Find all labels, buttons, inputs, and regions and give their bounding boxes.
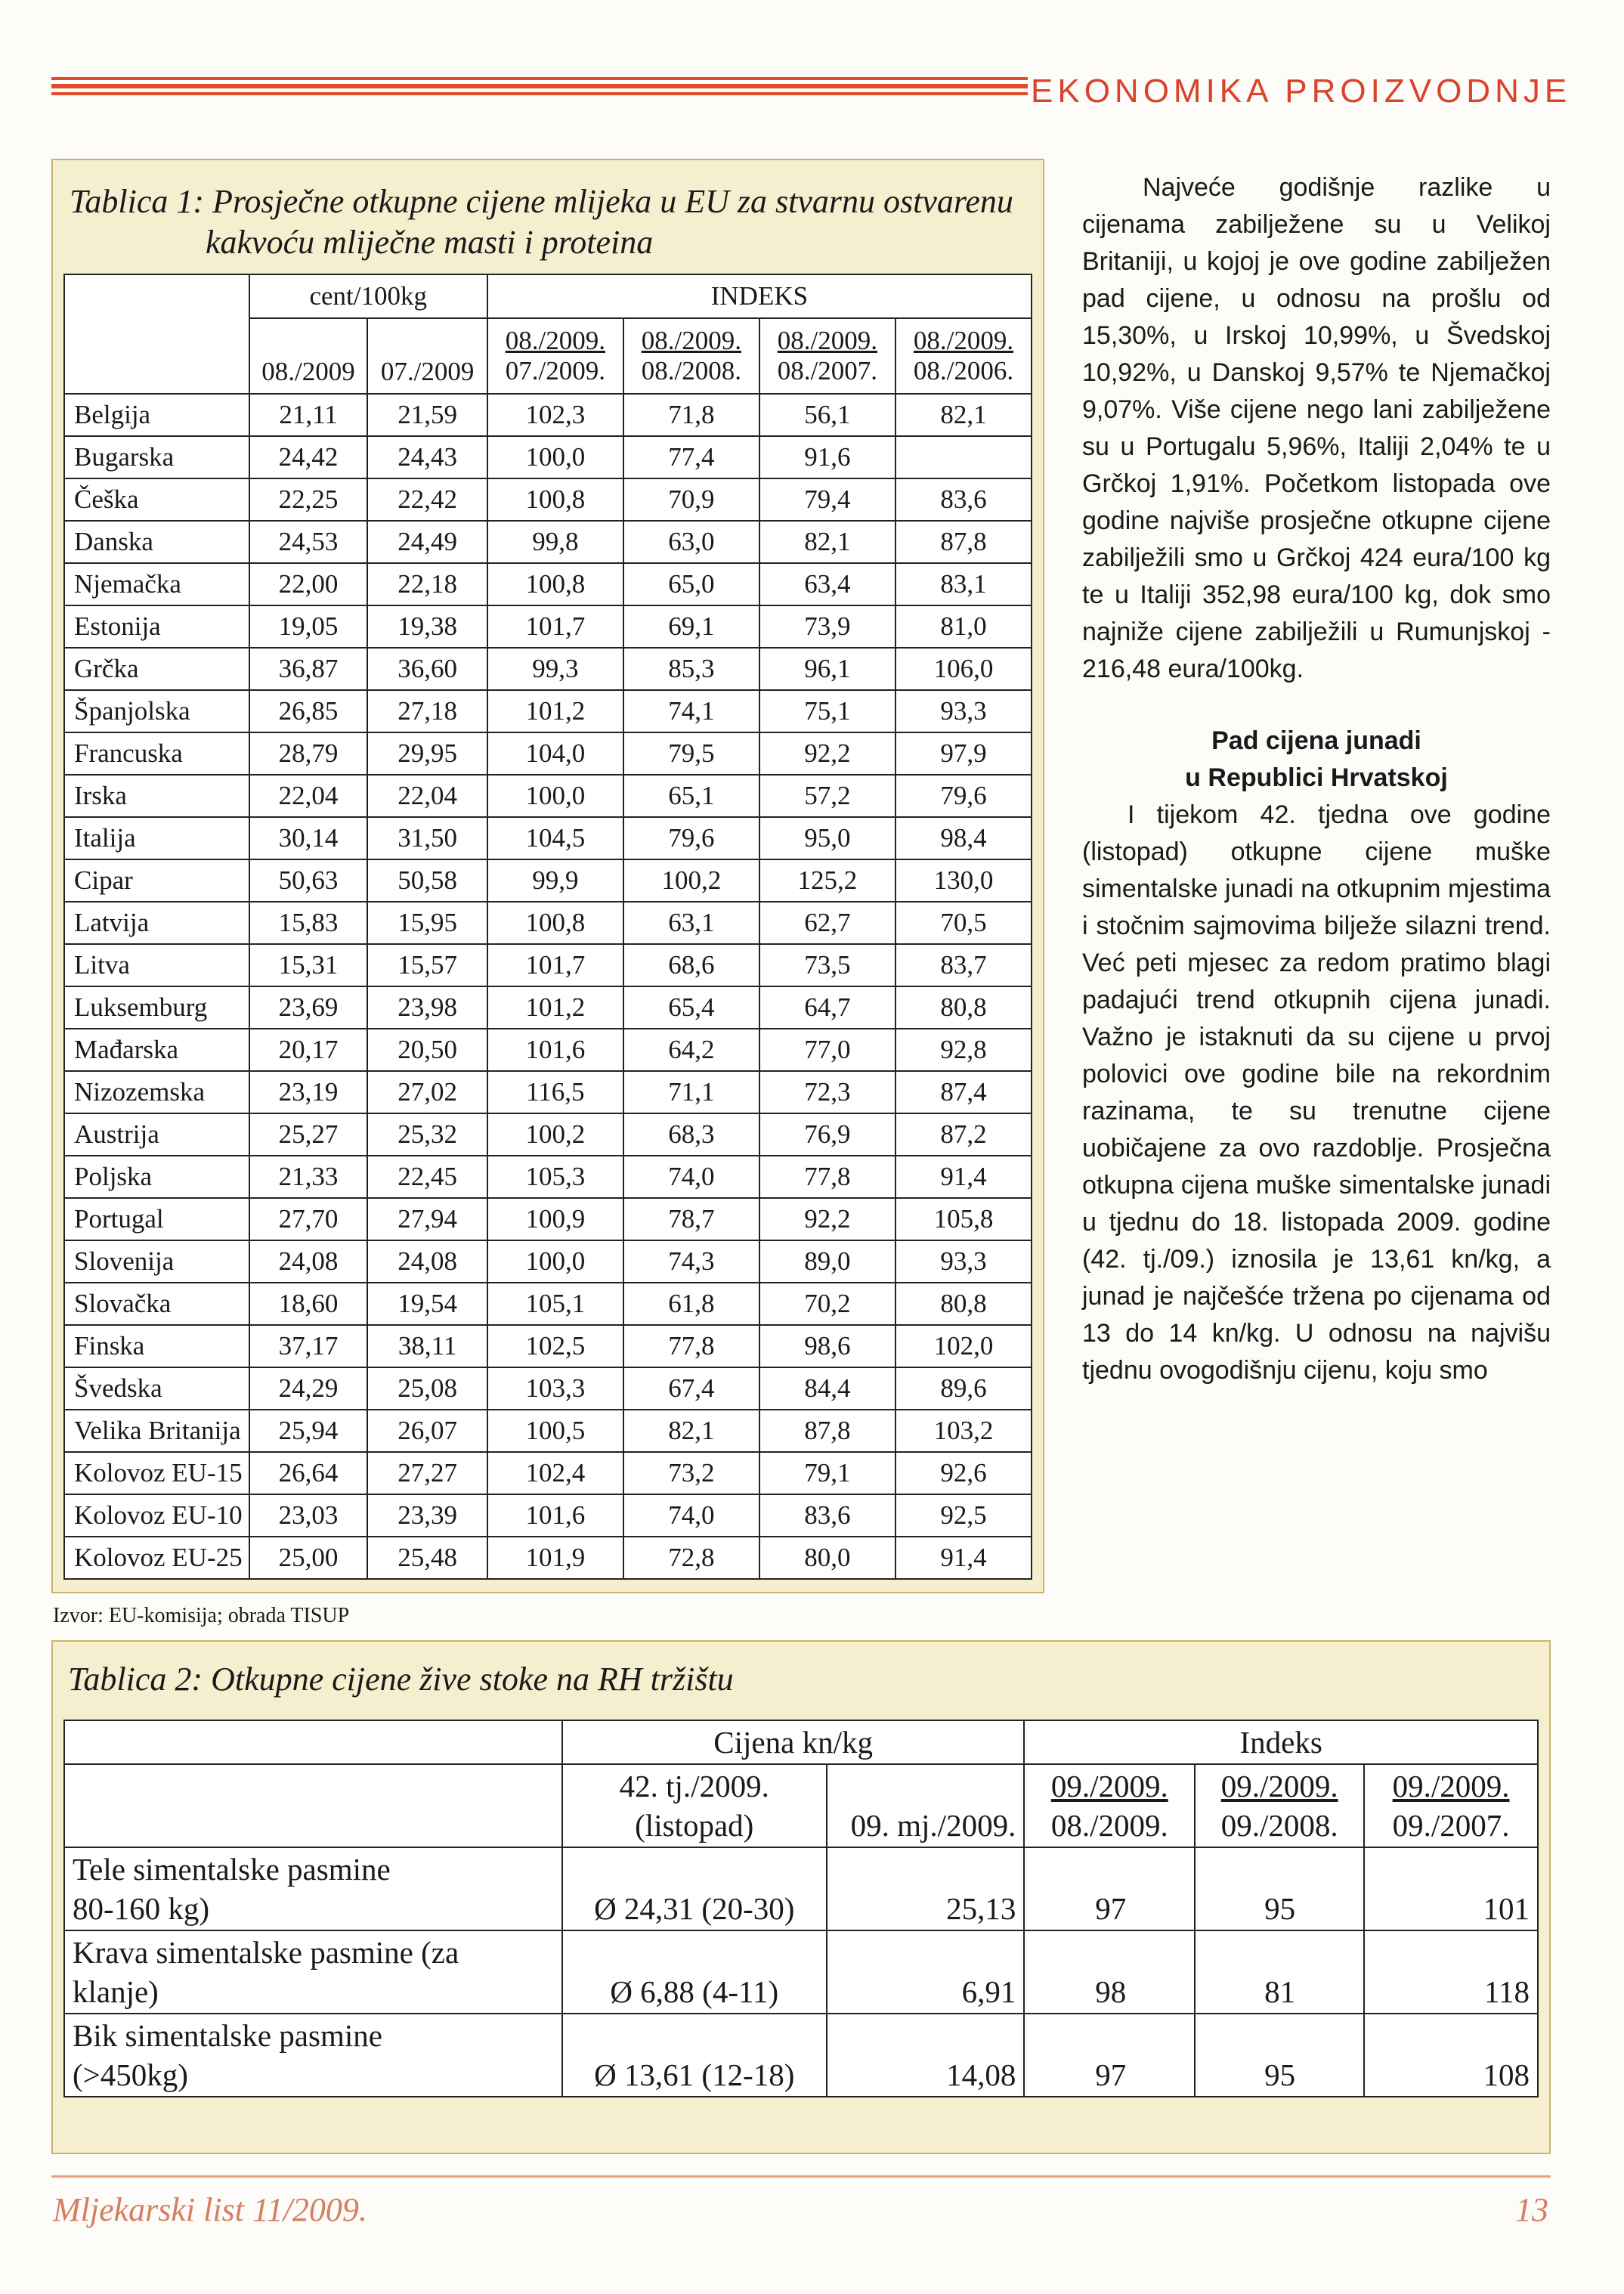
value-cell: 106,0 [896,648,1032,690]
article-paragraph: Najveće godišnje razlike u cijenama zabilježene su u Velikoj Britaniji, u kojoj je ove godine zabilježen pad cijene, u odnosu na prošlu od 15,30%, u Irskoj 10,99%, u Švedskoj 10,92%, u Danskoj 9,57% te Njemačkoj 9,07%. Više cijene nego lani zabilježene su u Portugalu 5,96%, Italiji 2,04% te u Grčkoj 1,91%. Početkom listopada ove godine najviše prosječne otkupne cijene zabilježili smo u Grčkoj 424 eura/100 kg te u Italiji 352,98 eura/100 kg, dok smo najniže cijene zabilježili u Rumunjskoj - 216,48 eura/100kg. [1082,173,1551,683]
value-cell: 101,2 [487,690,623,732]
col-head: 07./2009 [367,318,487,394]
value-cell: 105,8 [896,1198,1032,1240]
table1 [63,274,1032,1580]
header-rule [51,77,1028,99]
value-cell: 24,43 [367,436,487,478]
value-cell: 23,39 [367,1494,487,1537]
value-cell: 19,05 [249,605,368,648]
value-cell: 70,9 [623,478,759,521]
table-row [64,1029,1032,1071]
value-cell: 15,57 [367,944,487,986]
value-cell: 92,6 [896,1452,1032,1494]
col-head: 08./2009 [249,318,368,394]
value-cell: 26,85 [249,690,368,732]
table-row [64,1494,1032,1537]
value-cell: 27,94 [367,1198,487,1240]
col-head: 08./2009. 08./2006. [896,318,1032,394]
value-cell: 22,45 [367,1156,487,1198]
value-cell: 62,7 [759,902,896,944]
value-cell: 100,8 [487,902,623,944]
value-cell: 20,50 [367,1029,487,1071]
value-cell [896,436,1032,478]
value-cell: 31,50 [367,817,487,859]
journal-name: Mljekarski list 11/2009. [53,2191,367,2228]
value-cell: 20,17 [249,1029,368,1071]
table1-source: Izvor: EU-komisija; obrada TISUP [53,1604,350,1627]
value-cell: 99,3 [487,648,623,690]
value-cell: 27,70 [249,1198,368,1240]
value-cell: 26,07 [367,1410,487,1452]
table2 [63,1720,1539,2097]
table-row [64,690,1032,732]
value-cell: 25,13 [827,1847,1025,1930]
value-cell: 63,0 [623,521,759,563]
country-cell: Slovenija [64,1240,249,1283]
value-cell: 23,69 [249,986,368,1029]
value-cell: 70,5 [896,902,1032,944]
value-cell: 102,4 [487,1452,623,1494]
value-cell: 70,2 [759,1283,896,1325]
value-cell: 61,8 [623,1283,759,1325]
value-cell: 30,14 [249,817,368,859]
country-cell: Francuska [64,732,249,775]
value-cell: 36,60 [367,648,487,690]
table-row [64,2014,1538,2097]
value-cell: 92,2 [759,732,896,775]
value-cell: 21,11 [249,394,368,436]
table-row [64,1071,1032,1113]
value-cell: 87,2 [896,1113,1032,1156]
article-paragraph: I tijekom 42. tjedna ove godine (listopad) otkupne cijene muške simentalske junadi na otkupnim mjestima i stočnim sajmovima bilježe silazni trend. Već peti mjesec za redom pratimo blagi padajući trend otkupnih cijena junadi. Važno je istaknuti da su cijene u prvoj polovici ove godine bile na rekordnim razinama, te su trenutne cijene uobičajene za ovo razdoblje. Prosječna otkupna cijena muške simentalske junadi u tjednu do 18. listopada 2009. godine (42. tj./09.) iznosila je 13,61 kn/kg, a junad je najčešće tržena po cijenama od 13 do 14 kn/kg. U odnosu na najvišu tjednu ovogodišnju cijenu, koju smo [1082,800,1551,1385]
value-cell: 50,63 [249,859,368,902]
table-row [64,394,1032,436]
value-cell: 57,2 [759,775,896,817]
col-index: 09./2009. 08./2009. [1024,1764,1195,1847]
value-cell: 101,6 [487,1494,623,1537]
value-cell: 22,00 [249,563,368,605]
value-cell: 82,1 [759,521,896,563]
table-row [64,1156,1032,1198]
value-cell: 104,5 [487,817,623,859]
table1-body [64,394,1032,1579]
table2-body [64,1847,1538,2097]
value-cell: 89,6 [896,1367,1032,1410]
value-cell: 79,6 [623,817,759,859]
value-cell: 65,4 [623,986,759,1029]
value-cell: 130,0 [896,859,1032,902]
value-cell: 25,27 [249,1113,368,1156]
value-cell: 77,8 [623,1325,759,1367]
value-cell: 102,5 [487,1325,623,1367]
value-cell: 102,0 [896,1325,1032,1367]
value-cell: 92,2 [759,1198,896,1240]
table-row [64,1240,1032,1283]
value-cell: 25,48 [367,1537,487,1579]
table-row [64,1367,1032,1410]
value-cell: 83,1 [896,563,1032,605]
value-cell: 101 [1364,1847,1538,1930]
value-cell: 95,0 [759,817,896,859]
value-cell: 91,4 [896,1537,1032,1579]
table-row [64,521,1032,563]
value-cell: 63,1 [623,902,759,944]
country-cell: Grčka [64,648,249,690]
value-cell: 82,1 [623,1410,759,1452]
value-cell: 81 [1195,1930,1364,2014]
value-cell: 87,4 [896,1071,1032,1113]
value-cell: 96,1 [759,648,896,690]
table-row [64,478,1032,521]
value-cell: 87,8 [896,521,1032,563]
value-cell: 100,2 [487,1113,623,1156]
value-cell: 76,9 [759,1113,896,1156]
value-cell: 67,4 [623,1367,759,1410]
value-cell: 73,9 [759,605,896,648]
value-cell: 64,2 [623,1029,759,1071]
country-cell: Irska [64,775,249,817]
value-cell: 100,0 [487,775,623,817]
animal-cell: Krava simentalske pasmine (za klanje) [64,1930,562,2014]
value-cell: 92,8 [896,1029,1032,1071]
col-head: 08./2009. 08./2008. [623,318,759,394]
value-cell: 64,7 [759,986,896,1029]
country-cell: Belgija [64,394,249,436]
value-cell: 27,18 [367,690,487,732]
value-cell: 14,08 [827,2014,1025,2097]
value-cell: 77,8 [759,1156,896,1198]
value-cell: 97 [1024,1847,1195,1930]
animal-cell: Bik simentalske pasmine (>450kg) [64,2014,562,2097]
value-cell: 99,9 [487,859,623,902]
value-cell: 116,5 [487,1071,623,1113]
country-cell: Finska [64,1325,249,1367]
value-cell: 74,0 [623,1156,759,1198]
value-cell: 19,38 [367,605,487,648]
value-cell: 71,8 [623,394,759,436]
value-cell: 101,6 [487,1029,623,1071]
footer-rule [51,2175,1551,2178]
value-cell: 24,08 [249,1240,368,1283]
value-cell: 38,11 [367,1325,487,1367]
value-cell: 97 [1024,2014,1195,2097]
value-cell: 19,54 [367,1283,487,1325]
value-cell: 77,0 [759,1029,896,1071]
value-cell: 23,19 [249,1071,368,1113]
value-cell: 83,6 [896,478,1032,521]
value-cell: 101,9 [487,1537,623,1579]
unit-label: cent/100kg [249,274,487,318]
country-cell: Slovačka [64,1283,249,1325]
value-cell: 24,53 [249,521,368,563]
value-cell: 118 [1364,1930,1538,2014]
value-cell: 84,4 [759,1367,896,1410]
value-cell: 23,03 [249,1494,368,1537]
value-cell: 50,58 [367,859,487,902]
value-cell: 100,0 [487,1240,623,1283]
value-cell: 22,04 [367,775,487,817]
value-cell: 24,49 [367,521,487,563]
country-cell: Latvija [64,902,249,944]
country-cell: Kolovoz EU-15 [64,1452,249,1494]
table1-caption: Tablica 1: Prosječne otkupne cijene mlijeka u EU za stvarnu ostvarenu kakvoću mliječne masti i proteina [70,183,1013,261]
country-cell: Mađarska [64,1029,249,1071]
value-cell: 79,6 [896,775,1032,817]
table-row [64,902,1032,944]
country-cell: Danska [64,521,249,563]
value-cell: 99,8 [487,521,623,563]
value-cell: 95 [1195,2014,1364,2097]
country-cell: Švedska [64,1367,249,1410]
value-cell: 98,6 [759,1325,896,1367]
value-cell: 24,29 [249,1367,368,1410]
table-row [64,817,1032,859]
value-cell: 25,08 [367,1367,487,1410]
table-row [64,436,1032,478]
table-row [64,986,1032,1029]
table2-caption: Tablica 2: Otkupne cijene žive stoke na RH tržištu [68,1661,734,1698]
corner-cell [64,1720,562,1764]
value-cell: 105,1 [487,1283,623,1325]
value-cell: 101,7 [487,944,623,986]
value-cell: 29,95 [367,732,487,775]
value-cell: 25,00 [249,1537,368,1579]
value-cell: 77,4 [623,436,759,478]
value-cell: 80,8 [896,1283,1032,1325]
value-cell: 74,1 [623,690,759,732]
corner-cell [64,274,249,394]
value-cell: 98 [1024,1930,1195,2014]
value-cell: 74,3 [623,1240,759,1283]
table-row [64,859,1032,902]
value-cell: 22,25 [249,478,368,521]
value-cell: 97,9 [896,732,1032,775]
value-cell: 78,7 [623,1198,759,1240]
value-cell: 6,91 [827,1930,1025,2014]
price-label: Cijena kn/kg [562,1720,1024,1764]
value-cell: 103,2 [896,1410,1032,1452]
value-cell: 80,0 [759,1537,896,1579]
value-cell: 22,18 [367,563,487,605]
value-cell: 65,1 [623,775,759,817]
table-row [64,1410,1032,1452]
country-cell: Italija [64,817,249,859]
col-head: 08./2009. 08./2007. [759,318,896,394]
value-cell: 56,1 [759,394,896,436]
article-subheading: Pad cijena junadi u Republici Hrvatskoj [1185,726,1448,792]
value-cell: 26,64 [249,1452,368,1494]
table-row [64,605,1032,648]
value-cell: 81,0 [896,605,1032,648]
value-cell: 15,31 [249,944,368,986]
country-cell: Kolovoz EU-10 [64,1494,249,1537]
table-row [64,1847,1538,1930]
value-cell: 100,9 [487,1198,623,1240]
table-row [64,732,1032,775]
value-cell: 100,8 [487,478,623,521]
value-cell: 93,3 [896,1240,1032,1283]
value-cell: 68,3 [623,1113,759,1156]
country-cell: Luksemburg [64,986,249,1029]
country-cell: Litva [64,944,249,986]
value-cell: 85,3 [623,648,759,690]
value-cell: 79,1 [759,1452,896,1494]
col-week: 42. tj./2009. (listopad) [562,1764,827,1847]
value-cell: 63,4 [759,563,896,605]
value-cell: 83,7 [896,944,1032,986]
country-cell: Nizozemska [64,1071,249,1113]
value-cell: 23,98 [367,986,487,1029]
table-row [64,648,1032,690]
value-cell: 72,8 [623,1537,759,1579]
col-month: 09. mj./2009. [827,1764,1025,1847]
value-cell: 22,04 [249,775,368,817]
value-cell: 100,8 [487,563,623,605]
value-cell: 98,4 [896,817,1032,859]
table-row [64,1452,1032,1494]
value-cell: 83,6 [759,1494,896,1537]
country-cell: Kolovoz EU-25 [64,1537,249,1579]
value-cell: 74,0 [623,1494,759,1537]
value-cell: 22,42 [367,478,487,521]
country-cell: Estonija [64,605,249,648]
table-row [64,944,1032,986]
value-cell: 103,3 [487,1367,623,1410]
value-cell: 68,6 [623,944,759,986]
page-number: 13 [1515,2191,1548,2228]
value-cell: 24,08 [367,1240,487,1283]
col-index: 09./2009. 09./2007. [1364,1764,1538,1847]
table-row [64,1930,1538,2014]
country-cell: Velika Britanija [64,1410,249,1452]
table-row [64,1198,1032,1240]
value-cell: 37,17 [249,1325,368,1367]
value-cell: 101,2 [487,986,623,1029]
value-cell: Ø 13,61 (12-18) [562,2014,827,2097]
value-cell: 125,2 [759,859,896,902]
value-cell: 87,8 [759,1410,896,1452]
value-cell: 82,1 [896,394,1032,436]
article-column [1082,169,1551,1389]
country-cell: Austrija [64,1113,249,1156]
table-row [64,563,1032,605]
value-cell: Ø 6,88 (4-11) [562,1930,827,2014]
value-cell: 15,83 [249,902,368,944]
value-cell: 100,2 [623,859,759,902]
country-cell: Poljska [64,1156,249,1198]
value-cell: 21,33 [249,1156,368,1198]
country-cell: Cipar [64,859,249,902]
value-cell: 91,6 [759,436,896,478]
value-cell: 36,87 [249,648,368,690]
value-cell: 102,3 [487,394,623,436]
value-cell: Ø 24,31 (20-30) [562,1847,827,1930]
section-title: EKONOMIKA PROIZVODNJE [1031,73,1572,110]
country-cell: Bugarska [64,436,249,478]
value-cell: 24,42 [249,436,368,478]
value-cell: 71,1 [623,1071,759,1113]
value-cell: 21,59 [367,394,487,436]
value-cell: 65,0 [623,563,759,605]
value-cell: 91,4 [896,1156,1032,1198]
value-cell: 69,1 [623,605,759,648]
value-cell: 80,8 [896,986,1032,1029]
value-cell: 79,5 [623,732,759,775]
value-cell: 95 [1195,1847,1364,1930]
value-cell: 28,79 [249,732,368,775]
value-cell: 73,5 [759,944,896,986]
country-cell: Češka [64,478,249,521]
value-cell: 75,1 [759,690,896,732]
value-cell: 25,32 [367,1113,487,1156]
table-row [64,775,1032,817]
table-row [64,1537,1032,1579]
value-cell: 100,0 [487,436,623,478]
value-cell: 18,60 [249,1283,368,1325]
value-cell: 93,3 [896,690,1032,732]
value-cell: 15,95 [367,902,487,944]
value-cell: 108 [1364,2014,1538,2097]
value-cell: 27,27 [367,1452,487,1494]
table-row [64,1283,1032,1325]
index-label: INDEKS [487,274,1032,318]
col-index: 09./2009. 09./2008. [1195,1764,1364,1847]
country-cell: Portugal [64,1198,249,1240]
table-row [64,1113,1032,1156]
value-cell: 92,5 [896,1494,1032,1537]
value-cell: 27,02 [367,1071,487,1113]
col-head: 08./2009. 07./2009. [487,318,623,394]
value-cell: 101,7 [487,605,623,648]
country-cell: Njemačka [64,563,249,605]
value-cell: 79,4 [759,478,896,521]
value-cell: 100,5 [487,1410,623,1452]
value-cell: 105,3 [487,1156,623,1198]
index-label: Indeks [1024,1720,1538,1764]
value-cell: 89,0 [759,1240,896,1283]
table-row [64,1325,1032,1367]
corner-cell [64,1764,562,1847]
value-cell: 104,0 [487,732,623,775]
value-cell: 72,3 [759,1071,896,1113]
value-cell: 73,2 [623,1452,759,1494]
country-cell: Španjolska [64,690,249,732]
animal-cell: Tele simentalske pasmine 80-160 kg) [64,1847,562,1930]
value-cell: 25,94 [249,1410,368,1452]
